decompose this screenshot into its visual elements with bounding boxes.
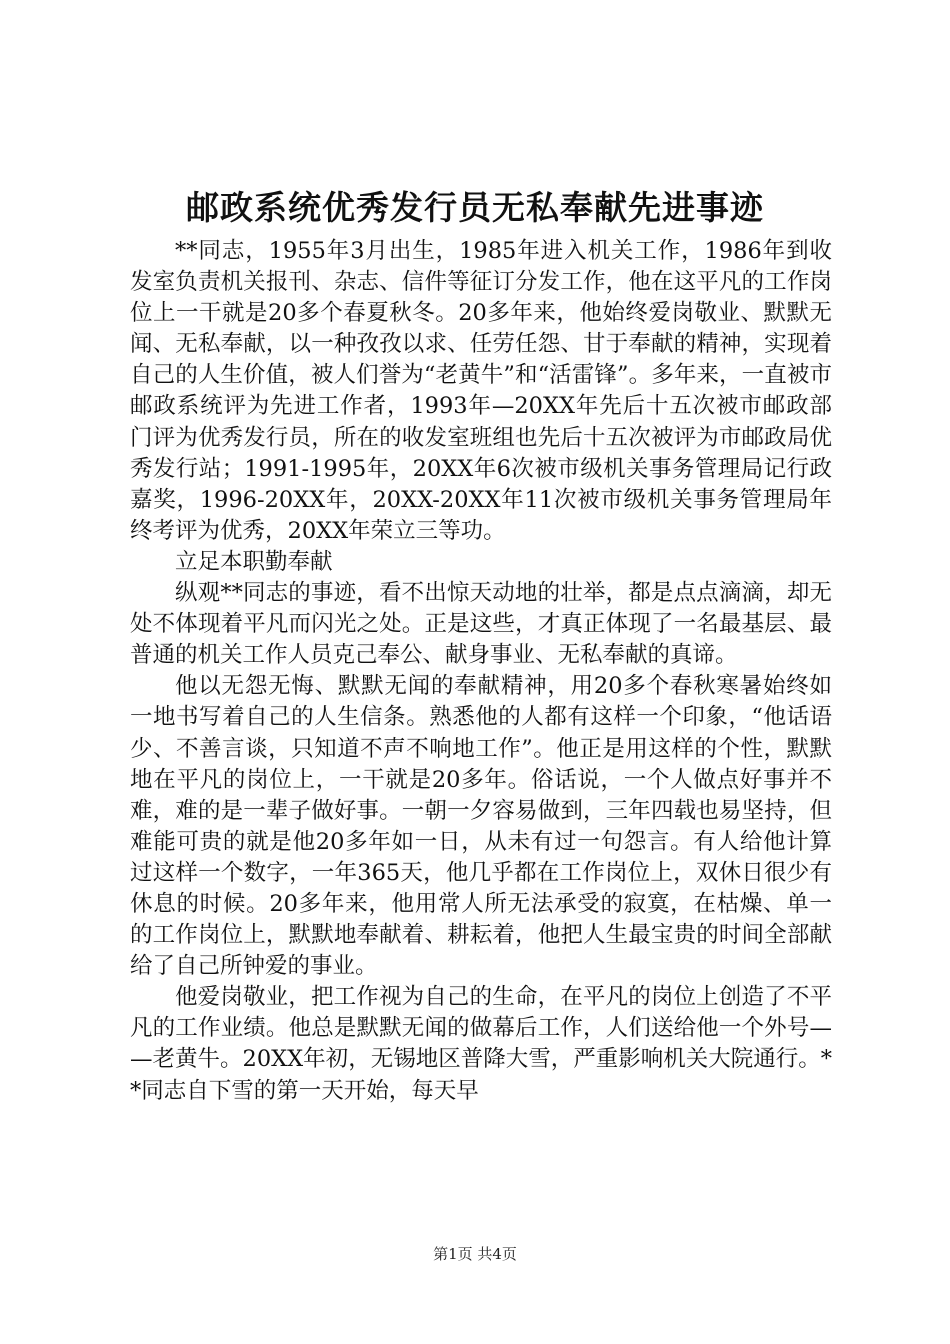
page-number-footer: 第1页 共4页 — [433, 1245, 517, 1263]
document-title: 邮政系统优秀发行员无私奉献先进事迹 — [186, 188, 764, 227]
paragraph-intro: **同志，1955年3月出生，1985年进入机关工作，1986年到收发室负责机关报刊、杂志、信件等征订分发工作，他在这平凡的工作岗位上一干就是20多个春夏秋冬。20多年来，他始终爱岗敬业、默默无闻、无私奉献，以一种孜孜以求、任劳任怨、甘于奉献的精神，实现着自己的人生价值，被人们誉为“老黄牛”和“活雷锋”。多年来，一直被市邮政系统评为先进工作者，1993年—20XX年先后十五次被市邮政部门评为优秀发行员，所在的收发室班组也先后十五次被评为市邮政局优秀发行站；1991-1995年，20XX年6次被市级机关事务管理局记行政嘉奖，1996-20XX年，20XX-20XX年11次被市级机关事务管理局年终考评为优秀，20XX年荣立三等功。 — [130, 238, 832, 544]
paragraph-dedication: 他以无怨无悔、默默无闻的奉献精神，用20多个春秋寒暑始终如一地书写着自己的人生信条。熟悉他的人都有这样一个印象，“他话语少、不善言谈，只知道不声不响地工作”。他正是用这样的个性，默默地在平凡的岗位上，一干就是20多年。俗话说，一个人做点好事并不难，难的是一辈子做好事。一朝一夕容易做到，三年四载也易坚持，但难能可贵的就是他20多年如一日，从未有过一句怨言。有人给他计算过这样一个数字，一年365天，他几乎都在工作岗位上，双休日很少有休息的时候。20多年来，他用常人所无法承受的寂寞，在枯燥、单一的工作岗位上，默默地奉献着、耕耘着，他把人生最宝贵的时间全部献给了自己所钟爱的事业。 — [130, 673, 832, 980]
paragraph-work-ethic: 他爱岗敬业，把工作视为自己的生命，在平凡的岗位上创造了不平凡的工作业绩。他总是默默无闻的做幕后工作，人们送给他一个外号——老黄牛。20XX年初，无锡地区普降大雪，严重影响机关大院通行。**同志自下雪的第一天开始，每天早 — [130, 984, 832, 1104]
paragraph-overview: 纵观**同志的事迹，看不出惊天动地的壮举，都是点点滴滴，却无处不体现着平凡而闪光之处。正是这些，才真正体现了一名最基层、最普通的机关工作人员克己奉公、献身事业、无私奉献的真谛。 — [130, 580, 832, 669]
document-body — [130, 236, 832, 1107]
section-heading: 立足本职勤奉献 — [175, 548, 333, 575]
